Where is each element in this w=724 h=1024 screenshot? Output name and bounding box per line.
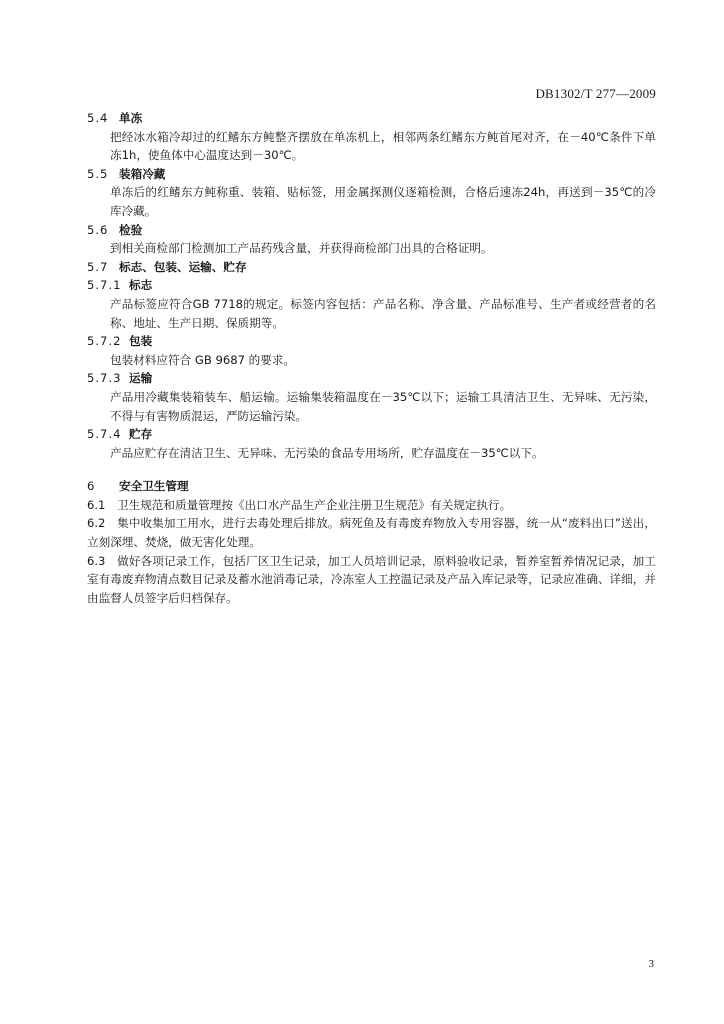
document-code: DB1302/T 277—2009 [535, 86, 656, 101]
section-paragraph-5-7-2: 包装材料应符合 GB 9687 的要求。 [110, 352, 296, 367]
section-number: 5.7.3 [87, 371, 122, 386]
section-number: 6.3 [87, 553, 106, 568]
section-number: 6 [87, 479, 96, 494]
section-title: 单冻 [119, 111, 143, 125]
section-heading-5-7 [87, 258, 656, 277]
section-heading-5-5 [87, 165, 656, 184]
page-number: 3 [648, 958, 654, 970]
section-title: 标志、包装、运输、贮存 [119, 259, 247, 274]
section-number: 5.7.4 [87, 427, 122, 442]
section-text: 集中收集加工用水，进行去毒处理后排放。病死鱼及有毒废弃物放入专用容器，统一从“废料出口”送出，立刻深埋、焚烧，做无害化处理。 [87, 516, 656, 550]
section-paragraph-5-7-1: 产品标签应符合GB 7718的规定。标签内容包括：产品名称、净含量、产品标准号、生产者或经营者的名称、地址、生产日期、保质期等。 [110, 296, 656, 330]
section-text: 做好各项记录工作，包括厂区卫生记录，加工人员培训记录，原料验收记录，暂养室暂养情况记录，加工室有毒废弃物清点数目记录及蓄水池消毒记录，冷冻室人工控温记录及产品入库记录等，记录应准确、详细，并由监督人员签字后归档保存。 [87, 553, 656, 605]
section-title: 贮存 [129, 427, 153, 442]
section-number: 6.2 [87, 516, 106, 531]
section-number: 5.7 [87, 259, 109, 274]
section-title: 包装 [129, 334, 153, 349]
section-number: 5.7.2 [87, 334, 122, 349]
document-body [87, 109, 656, 607]
section-title: 检验 [119, 222, 143, 237]
section-heading-5-7-3 [87, 369, 656, 388]
section-heading-5-7-2 [87, 332, 656, 351]
section-paragraph-5-7-3: 产品用冷藏集装箱装车、船运输。运输集装箱温度在－35℃以下；运输工具清洁卫生、无异味、无污染，不得与有害物质混运，严防运输污染。 [110, 389, 656, 423]
section-heading-6 [87, 477, 656, 496]
section-heading-5-6 [87, 221, 656, 240]
section-number: 5.4 [87, 111, 109, 125]
section-title: 安全卫生管理 [119, 479, 189, 494]
section-number: 5.6 [87, 222, 109, 237]
section-title: 标志 [129, 278, 153, 293]
section-paragraph-6-2 [87, 514, 656, 551]
section-paragraph-6-1 [87, 496, 656, 515]
section-heading-5-7-4 [87, 425, 656, 444]
section-paragraph-5-7-4: 产品应贮存在清洁卫生、无异味、无污染的食品专用场所，贮存温度在－35℃以下。 [110, 445, 544, 460]
section-paragraph-5-4: 把经冰水箱冷却过的红鳍东方鲀整齐摆放在单冻机上，相邻两条红鳍东方鲀首尾对齐，在－40℃条件下单冻1h，使鱼体中心温度达到－30℃。 [110, 129, 656, 163]
section-paragraph-6-3 [87, 552, 656, 608]
section-text: 卫生规范和质量管理按《出口水产品生产企业注册卫生规范》有关规定执行。 [117, 497, 512, 512]
section-paragraph-5-5: 单冻后的红鳍东方鲀称重、装箱、贴标签，用金属探测仪逐箱检测，合格后速冻24h，再送到－35℃的冷库冷藏。 [110, 185, 656, 218]
section-paragraph-5-6: 到相关商检部门检测加工产品药残含量，并获得商检部门出具的合格证明。 [110, 241, 493, 256]
section-title: 运输 [129, 371, 153, 386]
section-number: 6.1 [87, 497, 106, 512]
section-title: 装箱冷藏 [119, 166, 166, 181]
section-number: 5.7.1 [87, 278, 122, 293]
section-number: 5.5 [87, 166, 109, 181]
section-heading-5-7-1 [87, 276, 656, 295]
section-heading-5-4 [87, 109, 656, 128]
section-gap [87, 462, 656, 477]
